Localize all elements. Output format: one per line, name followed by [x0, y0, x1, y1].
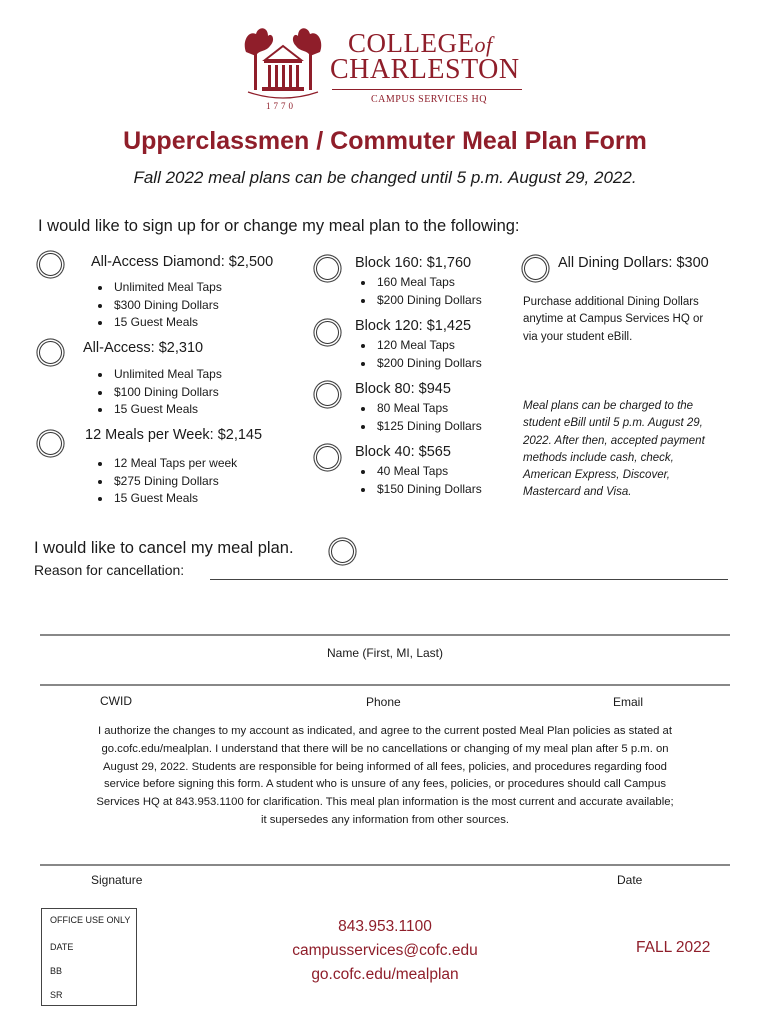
plan-feature: • $200 Dining Dollars	[375, 292, 482, 310]
page-subtitle: Fall 2022 meal plans can be changed until 5 p.m. August 29, 2022.	[133, 168, 637, 187]
college-logo	[240, 22, 530, 114]
id-contact-line[interactable]	[40, 684, 730, 686]
plan-radio-12-meals[interactable]	[39, 432, 62, 455]
contact-web[interactable]: go.cofc.edu/mealplan	[311, 966, 459, 983]
plan-feature: • $150 Dining Dollars	[375, 481, 482, 499]
plan-features	[360, 400, 482, 435]
office-sr-label: SR	[50, 990, 63, 1000]
signature-field-label: Signature	[91, 873, 143, 887]
dining-dollars-note: Purchase additional Dining Dollars anytime at Campus Services HQ or via your student eBill.	[523, 296, 704, 343]
cancel-label: I would like to cancel my meal plan.	[34, 539, 294, 557]
plan-feature: • 15 Guest Meals	[112, 401, 222, 419]
plan-feature: • 15 Guest Meals	[112, 314, 222, 332]
authorization-text: I authorize the changes to my account as indicated, and agree to the current posted Meal Plan policies as stated at go.cofc.edu/mealplan. I understand that there will be no cancellations or changing of my meal plan after 5 p.m. on August 29, 2022. Students are responsible for being informed of all fees, policies, and procedures regarding food service before signing this form. A student who is unsure of any fees, policies, or procedures should call Campus Services HQ at 843.953.1100 for clarification. This meal plan information is the most current and accurate available; it supersedes any information from other sources.	[96, 725, 674, 826]
plan-feature: • 40 Meal Taps	[375, 463, 482, 481]
logo-rule	[332, 89, 522, 90]
plan-name: Block 160: $1,760	[355, 255, 472, 271]
plan-feature: • 160 Meal Taps	[375, 274, 482, 292]
plan-feature: • $300 Dining Dollars	[112, 297, 222, 315]
plan-radio-all-access[interactable]	[39, 341, 62, 364]
cwid-field-label: CWID	[100, 694, 132, 708]
signature-line[interactable]	[40, 864, 730, 866]
email-field-label: Email	[613, 695, 644, 709]
plan-features	[97, 279, 222, 332]
logo-year: 1770	[266, 101, 296, 111]
plan-name: Block 40: $565	[355, 444, 451, 460]
plan-radio-all-access-diamond[interactable]	[39, 253, 62, 276]
contact-block	[265, 915, 505, 987]
cancel-reason-label: Reason for cancellation:	[34, 562, 185, 578]
plan-feature: • Unlimited Meal Taps	[112, 366, 222, 384]
plan-radio-all-dining-dollars[interactable]	[524, 257, 547, 280]
name-field-label: Name (First, MI, Last)	[326, 646, 443, 660]
office-use-title: OFFICE USE ONLY	[50, 915, 131, 925]
plan-feature: • Unlimited Meal Taps	[112, 279, 222, 297]
plan-name: All-Access Diamond: $2,500	[91, 254, 274, 270]
plan-features	[360, 463, 482, 498]
signup-lead: I would like to sign up for or change my meal plan to the following:	[38, 217, 520, 235]
logo-wordmark-line2: CHARLESTON	[330, 54, 520, 85]
extra-reason-line[interactable]	[40, 634, 730, 636]
plan-radio-block-80[interactable]	[316, 383, 339, 406]
plan-features	[360, 337, 482, 372]
logo-subtitle: CAMPUS SERVICES HQ	[371, 94, 488, 105]
payment-note: Meal plans can be charged to the student eBill until 5 p.m. August 29, 2022. After then, accepted payment methods include cash, check, American Express, Discover, Mastercard and Visa.	[523, 400, 705, 499]
plan-name: All-Access: $2,310	[83, 340, 204, 356]
page-title: Upperclassmen / Commuter Meal Plan Form	[123, 127, 647, 155]
plan-feature: • $275 Dining Dollars	[112, 473, 237, 491]
contact-email[interactable]: campusservices@cofc.edu	[292, 942, 478, 959]
plan-name: Block 120: $1,425	[355, 318, 472, 334]
plan-feature: • 80 Meal Taps	[375, 400, 482, 418]
plan-feature: • $125 Dining Dollars	[375, 418, 482, 436]
plan-name: All Dining Dollars: $300	[558, 255, 709, 271]
contact-phone[interactable]: 843.953.1100	[338, 918, 432, 935]
campus-building-icon	[240, 22, 326, 102]
plan-features	[97, 455, 237, 508]
plan-feature: • 15 Guest Meals	[112, 490, 237, 508]
office-bb-label: BB	[50, 966, 63, 976]
phone-field-label: Phone	[366, 695, 401, 709]
plan-radio-block-40[interactable]	[316, 446, 339, 469]
plan-feature: • 120 Meal Taps	[375, 337, 482, 355]
plan-feature: • $100 Dining Dollars	[112, 384, 222, 402]
plan-feature: • 12 Meal Taps per week	[112, 455, 237, 473]
plan-name: 12 Meals per Week: $2,145	[85, 427, 263, 443]
plan-feature: • $200 Dining Dollars	[375, 355, 482, 373]
cancel-radio[interactable]	[331, 540, 354, 563]
plan-features	[97, 366, 222, 419]
office-use-box	[41, 908, 137, 1006]
term-label: FALL 2022	[636, 939, 711, 956]
date-field-label: Date	[617, 873, 643, 887]
plan-radio-block-120[interactable]	[316, 321, 339, 344]
office-date-label: DATE	[50, 942, 74, 952]
plan-name: Block 80: $945	[355, 381, 451, 397]
cancel-reason-line[interactable]	[210, 579, 728, 580]
plan-features	[360, 274, 482, 309]
logo-wordmark-line1: COLLEGEof	[348, 28, 493, 58]
plan-radio-block-160[interactable]	[316, 257, 339, 280]
